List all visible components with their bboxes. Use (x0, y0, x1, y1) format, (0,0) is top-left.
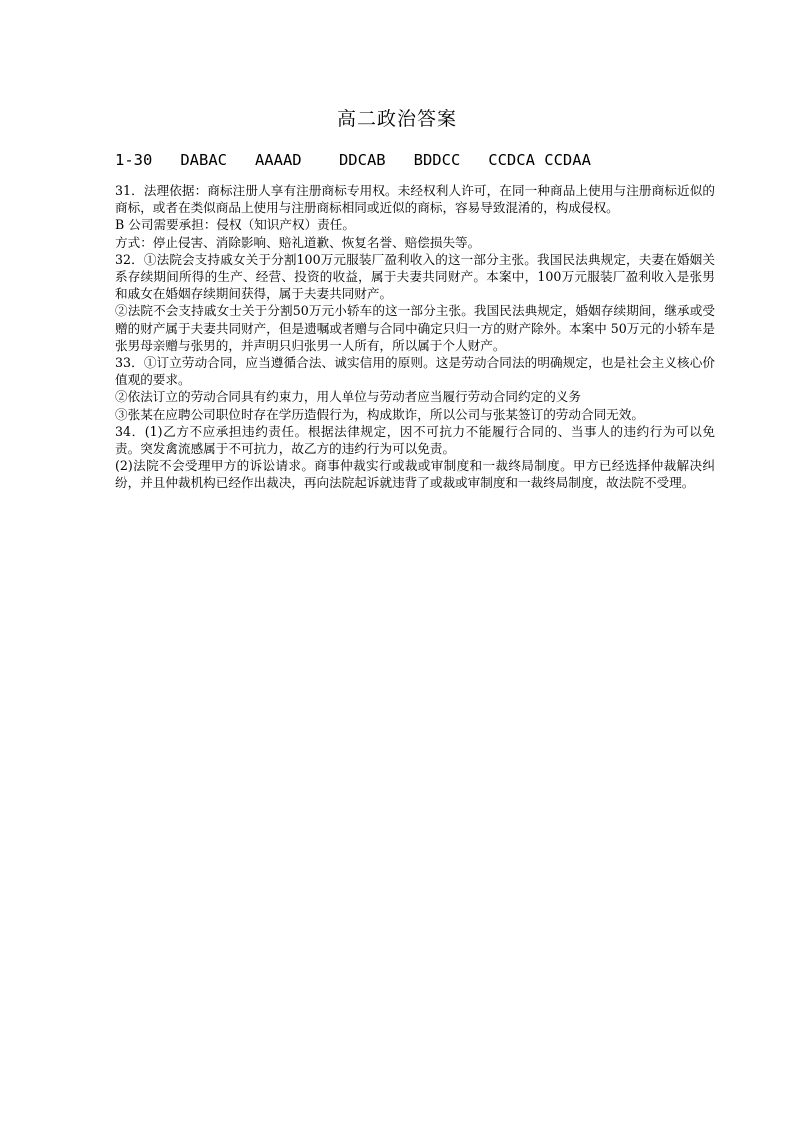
answer-explanations (115, 182, 715, 492)
answer-32-point-2: ②法院不会支持戚女士关于分割50万元小轿车的这一部分主张。我国民法典规定，婚姻存续期间，继承或受赠的财产属于夫妻共同财产，但是遗嘱或者赠与合同中确定只归一方的财产除外。本案中 50万元的小轿车是张男母亲赠与张男的，并声明只归张男一人所有，所以属于个人财产。 (115, 303, 715, 353)
answer-33-point-2: ②依法订立的劳动合同具有约束力，用人单位与劳动者应当履行劳动合同约定的义务 (115, 389, 581, 405)
answer-31-remedies: 方式：停止侵害、消除影响、赔礼道歉、恢复名誉、赔偿损失等。 (115, 234, 481, 250)
answer-31-liability: B 公司需要承担：侵权（知识产权）责任。 (115, 217, 355, 233)
answer-33-point-1: 33．①订立劳动合同，应当遵循合法、诚实信用的原则。这是劳动合同法的明确规定，也是社会主义核心价值观的要求。 (115, 355, 715, 388)
answer-34-part-2: (2)法院不会受理甲方的诉讼请求。商事仲裁实行或裁或审制度和一裁终局制度。甲方已经选择仲裁解决纠纷，并且仲裁机构已经作出裁决，再向法院起诉就违背了或裁或审制度和一裁终局制度，故法院不受理。 (115, 458, 715, 491)
document-title: 高二政治答案 (336, 108, 457, 130)
multiple-choice-answer-key: 1-30 DABAC AAAAD DDCAB BDDCC CCDCA CCDAA (115, 151, 591, 169)
answer-33-point-3: ③张某在应聘公司职位时存在学历造假行为，构成欺诈，所以公司与张某签订的劳动合同无效。 (115, 406, 644, 422)
answer-34-part-1: 34．(1)乙方不应承担违约责任。根据法律规定，因不可抗力不能履行合同的、当事人的违约行为可以免责。突发禽流感属于不可抗力，故乙方的违约行为可以免责。 (115, 423, 715, 457)
answer-31-legal-basis: 31．法理依据：商标注册人享有注册商标专用权。未经权利人许可，在同一种商品上使用与注册商标近似的商标，或者在类似商品上使用与注册商标相同或近似的商标，容易导致混淆的，构成侵权。 (115, 183, 715, 216)
answer-32-point-1: 32．①法院会支持戚女关于分割100万元服装厂盈利收入的这一部分主张。我国民法典规定，夫妻在婚姻关系存续期间所得的生产、经营、投资的收益，属于夫妻共同财产。本案中，100万元服装厂盈利收入是张男和戚女在婚姻存续期间获得，属于夫妻共同财产。 (115, 251, 715, 302)
